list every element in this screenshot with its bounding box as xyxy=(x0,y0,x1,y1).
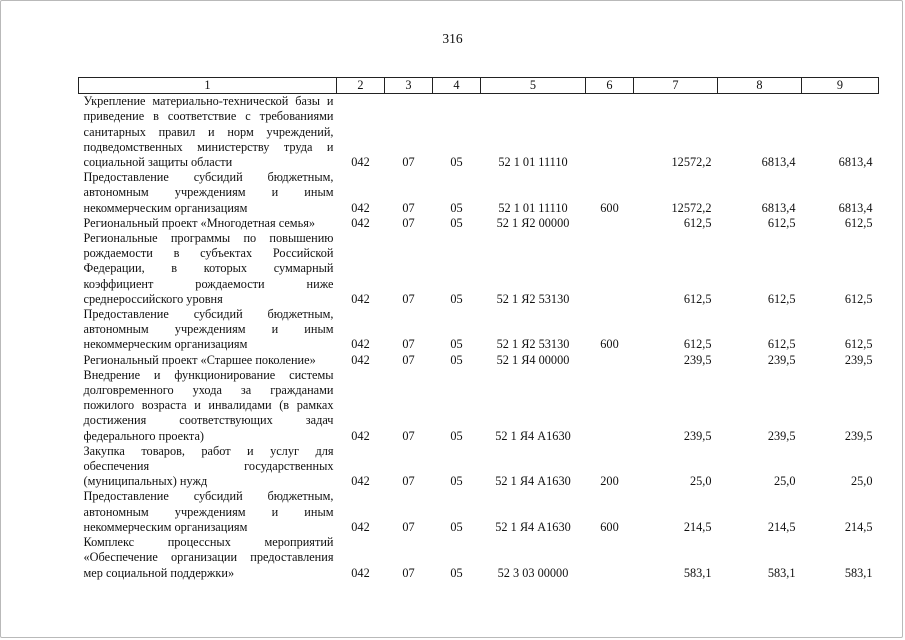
cell-gr5: 52 1 01 11110 xyxy=(498,155,568,170)
cell-gr7: 214,5 xyxy=(683,519,712,534)
column-header: 4 xyxy=(433,78,481,94)
cell-gr4: 05 xyxy=(450,337,463,352)
cell-gr5: 52 3 03 00000 xyxy=(497,565,569,580)
cell-gr2: 042 xyxy=(351,215,370,230)
cell-gr7: 239,5 xyxy=(683,428,712,443)
cell-gr5: 52 1 Я2 53130 xyxy=(496,291,570,306)
cell-gr6 xyxy=(586,216,634,231)
cell-gr9: 612,5 xyxy=(844,215,873,230)
cell-gr2: 042 xyxy=(351,474,370,489)
row-name: Внедрение и функционирование системы долговременного ухода за гражданами пожилого возраста и инвалидами (в рамках достижения соответствующих задач федерального проекта) xyxy=(83,367,334,443)
cell-gr3: 07 xyxy=(402,352,415,367)
cell-gr6: 600 xyxy=(600,519,619,534)
table-header-row xyxy=(79,78,879,94)
row-name: Предоставление субсидий бюджетным, автономным учреждениям и иным некоммерческим организациям xyxy=(83,307,334,352)
cell-gr5: 52 1 Я2 00000 xyxy=(496,215,570,230)
cell-gr3: 07 xyxy=(402,200,415,215)
row-name: Региональный проект «Старшее поколение» xyxy=(83,352,316,367)
cell-gr6 xyxy=(586,368,634,444)
cell-gr4: 05 xyxy=(450,291,463,306)
table-row xyxy=(79,444,879,490)
table-row xyxy=(79,307,879,353)
row-name: Предоставление субсидий бюджетным, автономным учреждениям и иным некоммерческим организациям xyxy=(83,170,334,215)
row-name: Закупка товаров, работ и услуг для обеспечения государственных (муниципальных) нужд xyxy=(83,443,334,489)
cell-gr4: 05 xyxy=(450,215,463,230)
cell-gr7: 12572,2 xyxy=(671,155,712,170)
cell-gr4: 05 xyxy=(450,474,463,489)
cell-gr3: 07 xyxy=(402,428,415,443)
cell-gr3: 07 xyxy=(402,565,415,580)
table-row xyxy=(79,368,879,444)
cell-gr6: 200 xyxy=(600,474,619,489)
cell-gr7: 583,1 xyxy=(683,565,712,580)
cell-gr2: 042 xyxy=(351,352,370,367)
column-header: 2 xyxy=(337,78,385,94)
cell-gr9: 583,1 xyxy=(844,565,873,580)
cell-gr3: 07 xyxy=(402,215,415,230)
cell-gr2: 042 xyxy=(351,155,370,170)
cell-gr7: 612,5 xyxy=(683,337,712,352)
cell-gr6 xyxy=(586,231,634,307)
cell-gr9: 612,5 xyxy=(844,291,873,306)
cell-gr3: 07 xyxy=(402,474,415,489)
table-row xyxy=(79,353,879,368)
cell-gr2: 042 xyxy=(351,519,370,534)
cell-gr8: 612,5 xyxy=(767,215,796,230)
cell-gr4: 05 xyxy=(450,200,463,215)
table-row xyxy=(79,216,879,231)
cell-gr6 xyxy=(586,94,634,171)
cell-gr3: 07 xyxy=(402,155,415,170)
cell-gr2: 042 xyxy=(351,337,370,352)
cell-gr2: 042 xyxy=(351,200,370,215)
cell-gr3: 07 xyxy=(402,337,415,352)
table-row xyxy=(79,94,879,171)
cell-gr8: 583,1 xyxy=(767,565,796,580)
cell-gr4: 05 xyxy=(450,155,463,170)
cell-gr9: 612,5 xyxy=(844,337,873,352)
cell-gr6: 600 xyxy=(600,200,619,215)
cell-gr4: 05 xyxy=(450,519,463,534)
cell-gr8: 239,5 xyxy=(767,352,796,367)
cell-gr2: 042 xyxy=(351,428,370,443)
cell-gr3: 07 xyxy=(402,519,415,534)
column-header: 3 xyxy=(385,78,433,94)
cell-gr9: 6813,4 xyxy=(838,155,873,170)
cell-gr5: 52 1 Я4 А1630 xyxy=(495,519,571,534)
cell-gr8: 612,5 xyxy=(767,291,796,306)
row-name: Укрепление материально-технической базы и приведение в соответствие с требованиями санитарных правил и норм учреждений, подведомственных министерству труда и социальной защиты области xyxy=(83,94,334,170)
cell-gr9: 239,5 xyxy=(844,428,873,443)
page-number: 316 xyxy=(442,31,463,46)
cell-gr7: 612,5 xyxy=(683,291,712,306)
table-row xyxy=(79,535,879,581)
cell-gr8: 25,0 xyxy=(773,474,796,489)
cell-gr6 xyxy=(586,535,634,581)
cell-gr5: 52 1 Я2 53130 xyxy=(496,337,570,352)
cell-gr7: 25,0 xyxy=(689,474,712,489)
cell-gr5: 52 1 01 11110 xyxy=(498,200,568,215)
cell-gr5: 52 1 Я4 А1630 xyxy=(495,474,571,489)
table-row xyxy=(79,231,879,307)
cell-gr9: 25,0 xyxy=(850,474,873,489)
cell-gr6 xyxy=(586,353,634,368)
column-header: 7 xyxy=(634,78,718,94)
cell-gr8: 612,5 xyxy=(767,337,796,352)
row-name: Комплекс процессных мероприятий «Обеспечение организации предоставления мер социальной поддержки» xyxy=(83,535,334,580)
cell-gr2: 042 xyxy=(351,565,370,580)
cell-gr4: 05 xyxy=(450,352,463,367)
row-name: Региональные программы по повышению рождаемости в субъектах Российской Федерации, в которых суммарный коэффициент рождаемости ниже среднероссийского уровня xyxy=(83,231,334,306)
cell-gr8: 214,5 xyxy=(767,519,796,534)
column-header: 8 xyxy=(718,78,802,94)
cell-gr7: 12572,2 xyxy=(671,200,712,215)
cell-gr9: 6813,4 xyxy=(838,200,873,215)
table-row xyxy=(79,489,879,535)
table-row xyxy=(79,170,879,216)
cell-gr9: 239,5 xyxy=(844,352,873,367)
cell-gr8: 6813,4 xyxy=(761,155,796,170)
cell-gr6: 600 xyxy=(600,337,619,352)
cell-gr8: 6813,4 xyxy=(761,200,796,215)
cell-gr5: 52 1 Я4 А1630 xyxy=(495,428,571,443)
row-name: Предоставление субсидий бюджетным, автономным учреждениям и иным некоммерческим организациям xyxy=(83,489,334,534)
cell-gr7: 239,5 xyxy=(683,352,712,367)
cell-gr2: 042 xyxy=(351,291,370,306)
cell-gr5: 52 1 Я4 00000 xyxy=(496,352,570,367)
cell-gr9: 214,5 xyxy=(844,519,873,534)
cell-gr7: 612,5 xyxy=(683,215,712,230)
column-header: 1 xyxy=(79,78,337,94)
row-name: Региональный проект «Многодетная семья» xyxy=(83,215,316,230)
cell-gr4: 05 xyxy=(450,428,463,443)
cell-gr8: 239,5 xyxy=(767,428,796,443)
column-header: 5 xyxy=(481,78,586,94)
cell-gr3: 07 xyxy=(402,291,415,306)
column-header: 6 xyxy=(586,78,634,94)
cell-gr4: 05 xyxy=(450,565,463,580)
budget-table xyxy=(78,77,879,581)
column-header: 9 xyxy=(802,78,879,94)
